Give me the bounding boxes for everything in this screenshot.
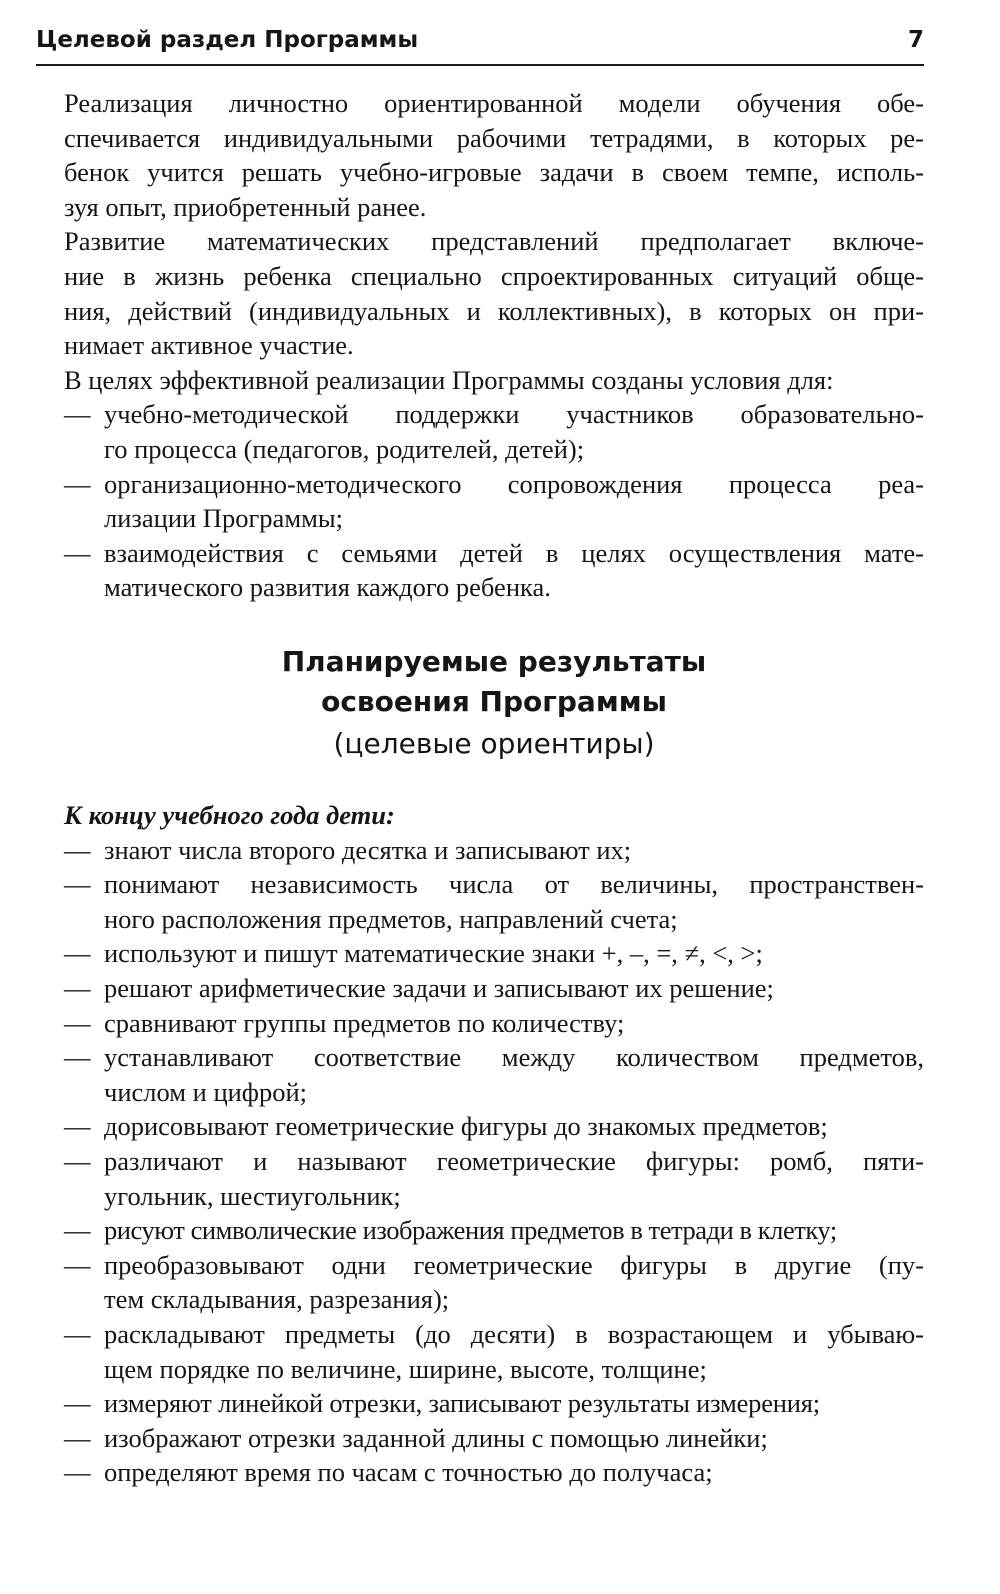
text-line: щем порядке по величине, ширине, высоте, толщине; — [104, 1353, 707, 1384]
text-line: понимают независимость числа от величины, пространствен- — [104, 869, 924, 900]
page-number: 7 — [907, 27, 924, 53]
text-line: бенок учится решать учебно-игровые задачи в своем темпе, исполь- — [64, 157, 924, 188]
text-line: изображают отрезки заданной длины с помощью линейки; — [104, 1422, 768, 1453]
paragraph-conditions-intro — [64, 363, 924, 398]
text-line: числом и цифрой; — [104, 1076, 308, 1107]
list-item — [64, 1455, 924, 1490]
text-line: лизации Программы; — [104, 503, 344, 534]
list-dash: — — [64, 1318, 91, 1349]
list-item — [64, 936, 924, 971]
list-dash: — — [64, 1007, 91, 1038]
text-line: различают и называют геометрические фигуры: ромб, пяти- — [104, 1145, 924, 1176]
text-line: ние в жизнь ребенка специально спроектированных ситуаций обще- — [64, 260, 924, 291]
text-line: решают арифметические задачи и записывают их решение; — [104, 972, 774, 1003]
list-item — [64, 1421, 924, 1456]
list-dash: — — [64, 399, 91, 430]
list-item — [64, 1213, 924, 1248]
list-dash: — — [64, 938, 91, 969]
list-dash: — — [64, 1457, 91, 1488]
list-dash: — — [64, 537, 91, 568]
list-dash: — — [64, 468, 91, 499]
text-line: преобразовывают одни геометрические фигуры в другие (пу- — [104, 1249, 924, 1280]
list-dash: — — [64, 1215, 91, 1246]
results-lead: К концу учебного года дети: — [64, 800, 395, 830]
list-item — [64, 971, 924, 1006]
list-item — [64, 833, 924, 868]
list-item — [64, 1386, 924, 1421]
text-line: раскладывают предметы (до десяти) в возрастающем и убываю- — [104, 1318, 924, 1349]
list-item — [64, 1317, 924, 1386]
list-dash: — — [64, 972, 91, 1003]
list-item — [64, 1006, 924, 1041]
text-line: тем складывания, разрезания); — [104, 1284, 450, 1315]
section-heading — [64, 642, 924, 766]
results-section — [64, 798, 924, 1490]
text-line: определяют время по часам с точностью до получаса; — [104, 1457, 713, 1488]
list-item — [64, 536, 924, 605]
text-line: сравнивают группы предметов по количеству; — [104, 1007, 625, 1038]
paragraph-personal-model — [64, 86, 924, 224]
text-line: учебно-методической поддержки участников образовательно- — [104, 399, 924, 430]
text-line: Развитие математических представлений предполагает включе- — [64, 226, 924, 257]
list-item — [64, 467, 924, 536]
section-heading-subtitle: (целевые ориентиры) — [333, 727, 655, 760]
text-line: рисуют символические изображения предметов в тетради в клетку; — [104, 1215, 837, 1246]
list-item — [64, 397, 924, 466]
text-line: ного расположения предметов, направлений счета; — [104, 903, 678, 934]
text-line: В целях эффективной реализации Программы созданы условия для: — [64, 364, 834, 395]
list-dash: — — [64, 1111, 91, 1142]
list-item — [64, 1040, 924, 1109]
text-line: организационно-методического сопровождения процесса реа- — [104, 468, 924, 499]
section-heading-line: освоения Программы — [321, 685, 667, 718]
list-dash: — — [64, 1388, 91, 1419]
list-item — [64, 1109, 924, 1144]
text-line: нимает активное участие. — [64, 330, 354, 361]
list-dash: — — [64, 1249, 91, 1280]
text-line: дорисовывают геометрические фигуры до знакомых предметов; — [104, 1111, 828, 1142]
text-line: Реализация личностно ориентированной модели обучения обе- — [64, 88, 924, 118]
text-line: го процесса (педагогов, родителей, детей); — [104, 433, 585, 464]
text-line: ния, действий (индивидуальных и коллективных), в которых он при- — [64, 295, 924, 326]
list-dash: — — [64, 1145, 91, 1176]
list-dash: — — [64, 1422, 91, 1453]
text-line: устанавливают соответствие между количеством предметов, — [104, 1042, 924, 1073]
text-line: зуя опыт, приобретенный ранее. — [64, 191, 427, 222]
list-item — [64, 867, 924, 936]
running-header — [36, 18, 924, 66]
text-line: измеряют линейкой отрезки, записывают результаты измерения; — [104, 1388, 820, 1419]
section-heading-line: Планируемые результаты — [281, 645, 707, 678]
text-line: знают числа второго десятка и записывают их; — [104, 834, 632, 865]
text-line: матического развития каждого ребенка. — [104, 572, 551, 603]
text-line: используют и пишут математические знаки +, –, =, ≠, <, >; — [104, 938, 763, 969]
list-dash: — — [64, 869, 91, 900]
text-line: спечивается индивидуальными рабочими тетрадями, в которых ре- — [64, 122, 924, 153]
list-item — [64, 1144, 924, 1213]
intro-text — [64, 86, 924, 605]
running-header-title: Целевой раздел Программы — [36, 27, 419, 53]
text-line: взаимодействия с семьями детей в целях осуществления мате- — [104, 537, 924, 568]
list-item — [64, 1248, 924, 1317]
list-dash: — — [64, 1042, 91, 1073]
text-line: угольник, шестиугольник; — [104, 1180, 401, 1211]
paragraph-math-development — [64, 224, 924, 362]
list-dash: — — [64, 834, 91, 865]
